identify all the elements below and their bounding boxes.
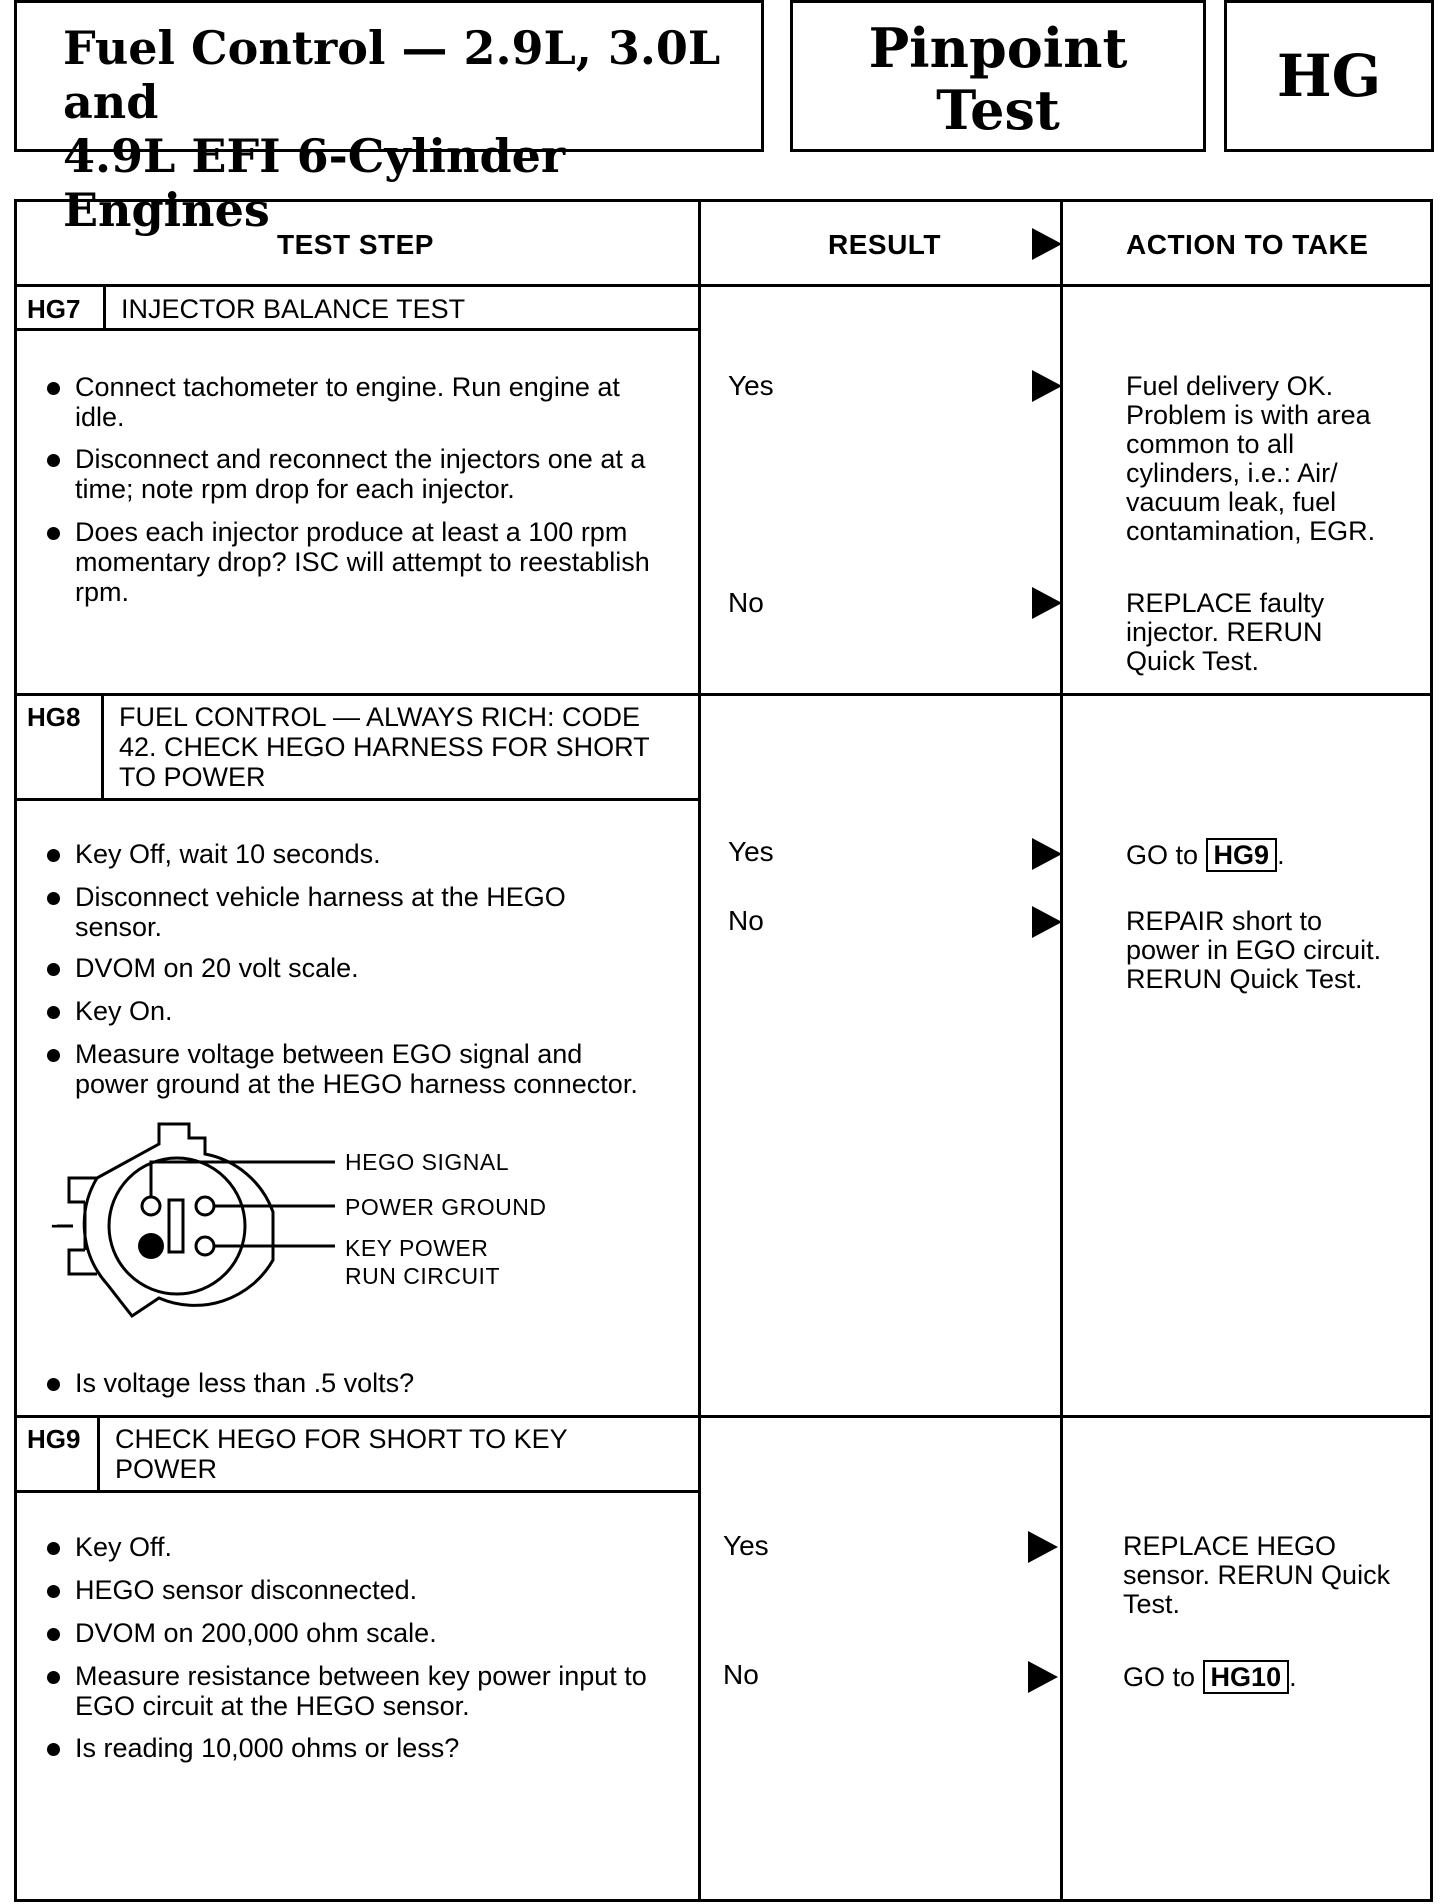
- pin-key-power: [196, 1237, 214, 1255]
- hg7-bullet-3: Does each injector produce at least a 100 rpm momentary drop? ISC will attempt to reestablish rpm.: [43, 517, 693, 607]
- hg7-result-no: No: [728, 587, 764, 618]
- hg8-action-yes: GO to HG9 .: [1126, 840, 1285, 870]
- svg-text:-: -: [51, 1212, 59, 1237]
- arrow-right-icon: [1032, 906, 1062, 938]
- column-header-action: ACTION TO TAKE: [1126, 229, 1369, 260]
- hg7-action-yes: Fuel delivery OK. Problem is with area common to all cylinders, i.e.: Air/ vacuum leak, fuel contamination, EGR.: [1126, 371, 1376, 546]
- title-line-2: 4.9L EFI 6-Cylinder Engines: [63, 129, 566, 237]
- hg8-bullet-6: Is voltage less than .5 volts?: [43, 1368, 693, 1398]
- pinpoint-table: [14, 199, 1433, 1902]
- pinpoint-line-1: Pinpoint: [868, 16, 1128, 80]
- hg9-bullet-1: Key Off.: [43, 1532, 693, 1562]
- hg7-bullet-2: Disconnect and reconnect the injectors one at a time; note rpm drop for each injector.: [43, 444, 693, 504]
- hg9-action-yes: REPLACE HEGO sensor. RERUN Quick Test.: [1123, 1531, 1391, 1619]
- hg9-bullet-5: Is reading 10,000 ohms or less?: [43, 1733, 693, 1763]
- hg8-action-no: REPAIR short to power in EGO circuit. RERUN Quick Test.: [1126, 906, 1382, 994]
- arrow-right-icon: [1032, 587, 1062, 619]
- test-code-box: [1224, 0, 1434, 152]
- arrow-right-icon: [1028, 1661, 1058, 1693]
- leader-hego-signal: [151, 1162, 335, 1197]
- hg8-bullet-5: Measure voltage between EGO signal and power ground at the HEGO harness connector.: [43, 1039, 693, 1099]
- pinpoint-line-2: Test: [936, 78, 1060, 142]
- arrow-right-icon: [1032, 370, 1062, 402]
- pin-filled: [138, 1233, 164, 1259]
- hg9-result-no: No: [723, 1659, 759, 1690]
- step-title-hg9: CHECK HEGO FOR SHORT TO KEY POWER: [115, 1424, 568, 1484]
- hg9-result-yes: Yes: [723, 1530, 769, 1561]
- hg8-bullet-4: Key On.: [43, 996, 693, 1026]
- center-key: [169, 1200, 183, 1252]
- label-hego-signal: HEGO SIGNAL: [345, 1149, 509, 1175]
- hg7-action-no: REPLACE faulty injector. RERUN Quick Test.: [1126, 588, 1325, 676]
- hg9-bullet-2: HEGO sensor disconnected.: [43, 1575, 693, 1605]
- arrow-right-icon: [1032, 838, 1062, 870]
- hg9-bullet-3: DVOM on 200,000 ohm scale.: [43, 1618, 693, 1648]
- page-title: [14, 0, 764, 237]
- step-id-hg9: HG9: [27, 1424, 81, 1454]
- connector-inner-ring: [109, 1158, 245, 1294]
- pinpoint-test-box: [790, 0, 1206, 152]
- step-id-hg7: HG7: [27, 294, 81, 324]
- hg8-bullet-1: Key Off, wait 10 seconds.: [43, 839, 693, 869]
- arrow-right-icon: [1028, 1531, 1058, 1563]
- hg7-bullet-1: Connect tachometer to engine. Run engine at idle.: [43, 372, 693, 432]
- hg8-bullet-3: DVOM on 20 volt scale.: [43, 953, 693, 983]
- hg9-bullet-4: Measure resistance between key power input to EGO circuit at the HEGO sensor.: [43, 1661, 693, 1721]
- test-code: HG: [1276, 42, 1382, 110]
- step-title-hg8: FUEL CONTROL — ALWAYS RICH: CODE 42. CHECK HEGO HARNESS FOR SHORT TO POWER: [119, 702, 650, 792]
- pin-hego-signal: [142, 1197, 160, 1215]
- latch-tab-top: [69, 1178, 97, 1202]
- hg8-result-no: No: [728, 905, 764, 936]
- hg7-result-yes: Yes: [728, 370, 774, 401]
- hg9-action-no: GO to HG10 .: [1123, 1662, 1297, 1692]
- column-header-result: RESULT: [828, 229, 941, 260]
- label-key-power: KEY POWER: [345, 1235, 489, 1261]
- hg8-result-yes: Yes: [728, 836, 774, 867]
- label-run-circuit: RUN CIRCUIT: [345, 1263, 500, 1289]
- hg8-bullet-2: Disconnect vehicle harness at the HEGO sensor.: [43, 882, 693, 942]
- title-line-1: Fuel Control — 2.9L, 3.0L and: [63, 21, 721, 129]
- step-title-hg7: INJECTOR BALANCE TEST: [121, 294, 466, 324]
- pin-power-ground: [196, 1197, 214, 1215]
- label-power-ground: POWER GROUND: [345, 1194, 547, 1220]
- column-header-test-step: TEST STEP: [277, 229, 434, 260]
- step-id-hg8: HG8: [27, 702, 81, 732]
- arrow-right-icon: [1032, 228, 1062, 260]
- hego-connector-diagram: [37, 1114, 677, 1334]
- goto-hg10-ref[interactable]: HG10: [1203, 1660, 1290, 1694]
- goto-hg9-ref[interactable]: HG9: [1206, 838, 1278, 872]
